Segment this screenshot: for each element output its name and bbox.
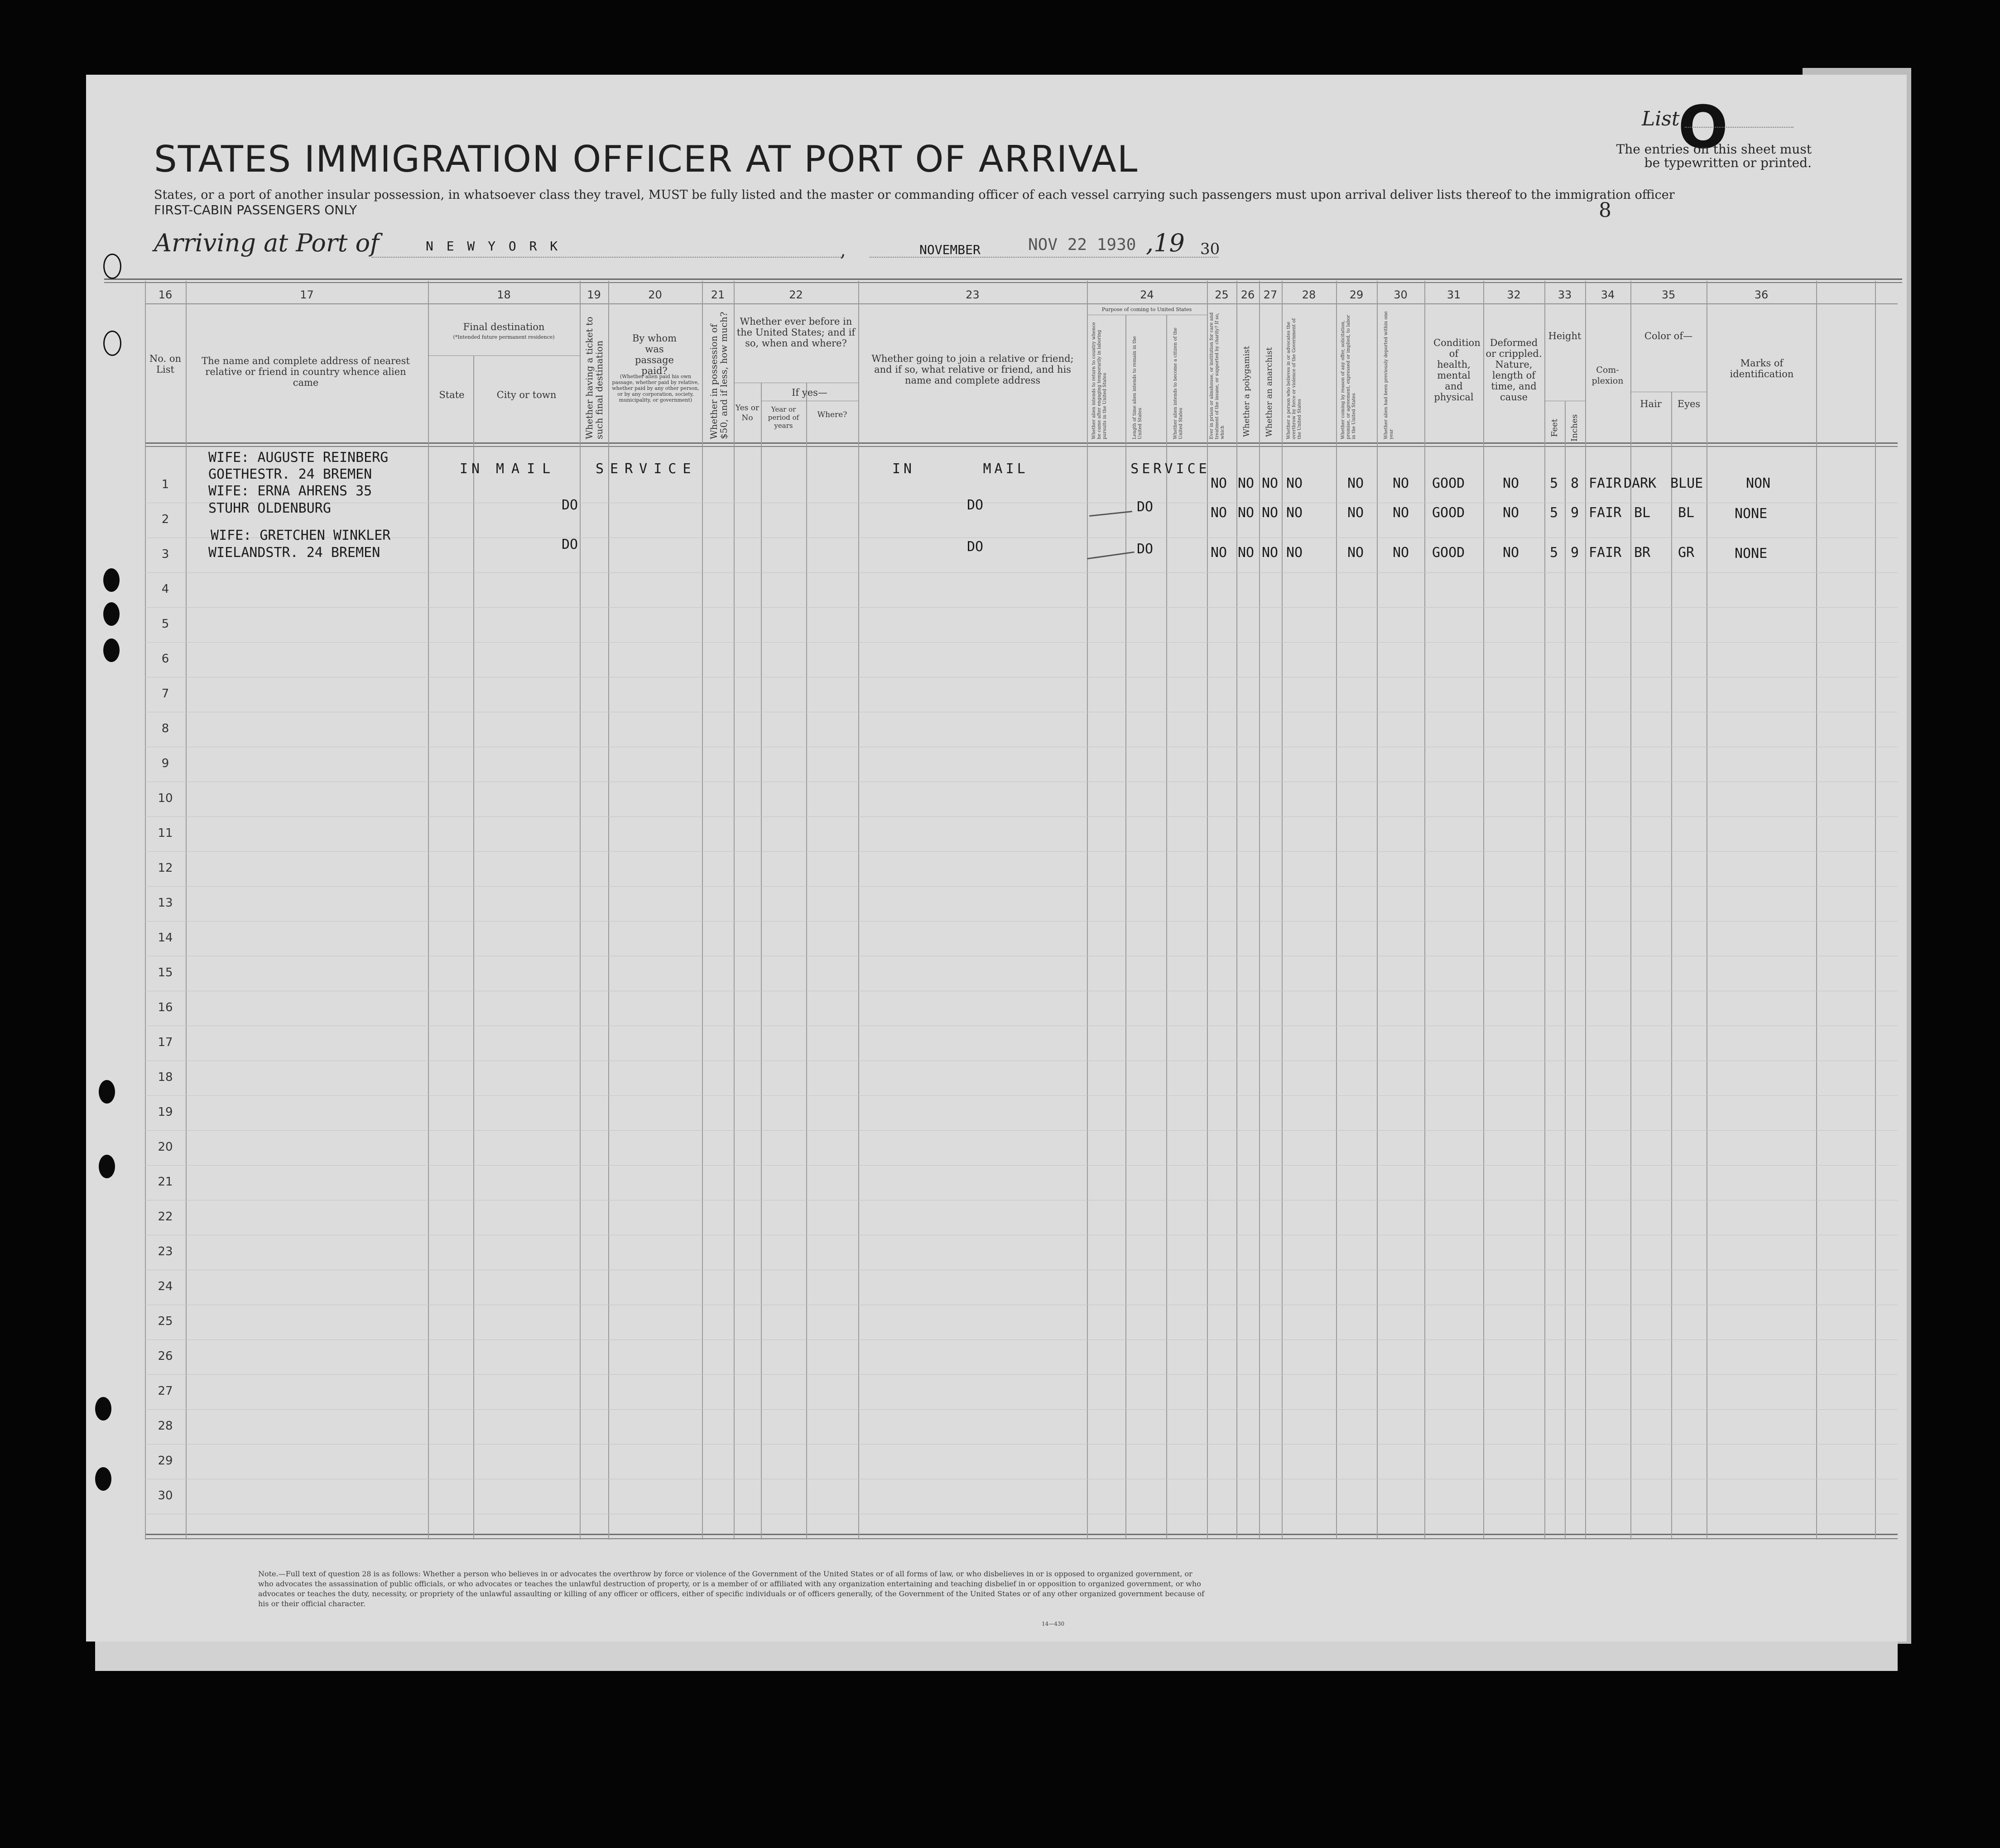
- row-number: 27: [158, 1384, 173, 1398]
- row-rule: [145, 1339, 1898, 1340]
- inches: 9: [1571, 505, 1579, 521]
- row-rule: [145, 851, 1898, 852]
- column-rule: [428, 281, 429, 1540]
- header-inches: Inches: [1570, 414, 1579, 442]
- column-rule: [702, 281, 703, 1540]
- header-ticket: Whether having a ticket to such final destination: [584, 317, 605, 439]
- row-number: 9: [161, 757, 169, 770]
- header-joining: Whether going to join a relative or friend; and if so, what relative or friend, and his name and complete address: [871, 353, 1074, 386]
- row-number: 13: [158, 896, 173, 910]
- row-number: 21: [158, 1175, 173, 1189]
- subheader-rule: [428, 355, 580, 356]
- passage-paid: SERVICE: [596, 461, 697, 477]
- binder-hole: [99, 1155, 115, 1178]
- row-number: 26: [158, 1349, 173, 1363]
- column-number: 29: [1349, 288, 1364, 301]
- column-rule: [186, 281, 187, 1540]
- relative-address: WIELANDSTR. 24 BREMEN: [208, 545, 380, 561]
- row-number: 4: [161, 582, 169, 596]
- health: GOOD: [1432, 475, 1465, 491]
- column-rule: [1236, 281, 1237, 1540]
- binder-hole: [103, 638, 120, 662]
- row-number: 29: [158, 1454, 173, 1468]
- row-number: 3: [161, 547, 169, 561]
- feet: 5: [1550, 505, 1558, 521]
- eyes: BLUE: [1670, 475, 1703, 491]
- c30: NO: [1393, 505, 1409, 521]
- column-rule: [761, 383, 762, 1540]
- header-health: Condition of health, mental and physical: [1433, 337, 1481, 403]
- header-nearest-relative: The name and complete address of nearest relative or friend in country whence alien came: [202, 355, 410, 388]
- header-complexion: Com-plexion: [1591, 365, 1624, 386]
- column-rule: [1544, 281, 1545, 1540]
- header-yes-no: Yes or No: [735, 403, 760, 422]
- form-number: 14—430: [1042, 1621, 1065, 1627]
- arriving-label: Arriving at Port of: [154, 229, 380, 257]
- header-fifty-dollars: Whether in possession of $50, and if less, how much?: [708, 312, 729, 439]
- column-number: 33: [1558, 288, 1572, 301]
- column-number: 30: [1394, 288, 1408, 301]
- column-number: 22: [789, 288, 803, 301]
- row-number: 19: [158, 1105, 173, 1119]
- sheet-number: 8: [1599, 199, 1611, 222]
- destination-state: IN: [460, 461, 484, 477]
- row-number: 16: [158, 1001, 173, 1014]
- list-label: List: [1642, 107, 1680, 130]
- row-number: 20: [158, 1140, 173, 1154]
- column-rule: [806, 383, 807, 1540]
- hair: BR: [1634, 545, 1651, 561]
- row-number: 18: [158, 1070, 173, 1084]
- header-height: Height: [1548, 331, 1582, 341]
- row-number: 25: [158, 1315, 173, 1328]
- binder-hole: [103, 568, 120, 592]
- eyes: BL: [1678, 505, 1695, 521]
- table-top-rule: [104, 278, 1902, 280]
- binder-hole: [103, 602, 120, 626]
- c29: NO: [1347, 545, 1364, 561]
- row-rule: [145, 1409, 1898, 1410]
- feet: 5: [1550, 475, 1558, 491]
- relative-name: WIFE: AUGUSTE REINBERG: [208, 450, 389, 466]
- header-hair: Hair: [1640, 398, 1662, 409]
- c27: NO: [1262, 505, 1279, 521]
- column-rule: [1424, 281, 1425, 1540]
- column-rule: [1671, 392, 1672, 1540]
- header-length-of-stay: Length of time alien intends to remain in the United States: [1132, 336, 1143, 439]
- header-citizen: Whether alien intends to become a citizen of the United States: [1173, 327, 1183, 439]
- header-purpose: Purpose of coming to United States: [1101, 307, 1192, 312]
- header-bottom-rule: [145, 446, 1898, 447]
- header-passage-paid-note: (Whether alien paid his own passage, whether paid by relative, whether paid by any other person, or by any corporation, society, municipality, or government): [612, 374, 699, 403]
- row-rule: [145, 921, 1898, 922]
- binder-hole: [103, 331, 121, 356]
- column-rule: [858, 281, 859, 1540]
- binder-hole: [95, 1397, 111, 1421]
- column-rule: [1259, 281, 1260, 1540]
- column-number: 16: [158, 288, 173, 301]
- destination-city: DO: [562, 537, 578, 552]
- c26: NO: [1238, 505, 1255, 521]
- list-mark: O: [1678, 93, 1728, 162]
- complexion: FAIR: [1589, 545, 1622, 561]
- marks: NONE: [1735, 506, 1768, 522]
- joining: DO: [967, 497, 984, 513]
- header-no-on-list: No. on List: [149, 353, 182, 375]
- relative-name: WIFE: ERNA AHRENS 35: [208, 483, 372, 499]
- marks: NONE: [1735, 546, 1768, 562]
- port-underline: [371, 257, 842, 258]
- row-number: 7: [161, 687, 169, 701]
- header-final-destination: Final destination: [463, 322, 545, 332]
- column-rule: [473, 355, 474, 1540]
- column-rule: [1875, 281, 1876, 1540]
- relative-address: STUHR OLDENBURG: [208, 500, 331, 516]
- row-number: 6: [161, 652, 169, 666]
- row-rule: [145, 572, 1898, 573]
- header-passage-paid: By whom was passage paid?: [632, 333, 677, 376]
- joining: IN MAIL SERVICE: [892, 461, 1210, 477]
- c28: NO: [1286, 545, 1303, 561]
- row-rule: [145, 642, 1898, 643]
- column-rule: [1166, 315, 1167, 1540]
- hair: DARK: [1624, 475, 1657, 491]
- row-number: 22: [158, 1210, 173, 1224]
- destination-city: DO: [562, 497, 578, 513]
- year-suffix: 30: [1200, 240, 1220, 258]
- table-top-rule: [104, 282, 1902, 283]
- header-city: City or town: [496, 389, 557, 400]
- column-number: 27: [1263, 288, 1278, 301]
- header-marks: Marks of identification: [1730, 358, 1794, 379]
- header-years: Year or period of years: [768, 405, 799, 430]
- column-number: 20: [648, 288, 662, 301]
- column-number: 32: [1507, 288, 1521, 301]
- header-feet: Feet: [1550, 418, 1559, 437]
- header-anarchist: Whether an anarchist: [1264, 347, 1274, 437]
- column-number: 19: [587, 288, 601, 301]
- column-rule: [1585, 281, 1586, 1540]
- c27: NO: [1262, 475, 1279, 491]
- manifest-sheet: [86, 75, 1907, 1642]
- column-rule: [1125, 315, 1126, 1540]
- header-state: State: [439, 389, 465, 400]
- column-rule: [1816, 281, 1817, 1540]
- column-rule: [1377, 281, 1378, 1540]
- length-of-stay: DO: [1137, 499, 1154, 515]
- row-number: 12: [158, 861, 173, 875]
- row-rule: [145, 1130, 1898, 1131]
- column-number: 21: [711, 288, 725, 301]
- c25: NO: [1211, 505, 1227, 521]
- row-number: 30: [158, 1489, 173, 1502]
- row-number: 8: [161, 722, 169, 735]
- deformed: NO: [1503, 505, 1519, 521]
- binder-hole: [95, 1467, 111, 1491]
- column-rule: [1483, 281, 1484, 1540]
- header-ever-before: Whether ever before in the United States; and if so, when and where?: [736, 316, 856, 349]
- header-bottom-rule: [145, 442, 1898, 444]
- length-of-stay: DO: [1137, 541, 1154, 557]
- page-title: STATES IMMIGRATION OFFICER AT PORT OF ARRIVAL: [154, 138, 1139, 180]
- header-polygamist: Whether a polygamist: [1242, 346, 1251, 437]
- row-rule: [145, 607, 1898, 608]
- row-number: 24: [158, 1280, 173, 1293]
- complexion: FAIR: [1589, 475, 1622, 491]
- joining: DO: [967, 539, 984, 555]
- row-number: 17: [158, 1036, 173, 1049]
- row-number: 11: [158, 826, 173, 840]
- column-rule: [580, 281, 581, 1540]
- first-cabin-label: FIRST-CABIN PASSENGERS ONLY: [154, 202, 357, 217]
- row-number: 2: [161, 513, 169, 526]
- complexion: FAIR: [1589, 505, 1622, 521]
- binder-hole: [99, 1080, 115, 1104]
- column-rule: [1565, 401, 1566, 1540]
- date-stamp: NOV 22 1930: [1028, 235, 1136, 254]
- row-number: 28: [158, 1419, 173, 1433]
- c29: NO: [1347, 505, 1364, 521]
- column-number: 23: [966, 288, 980, 301]
- list-underline: [1685, 127, 1793, 128]
- header-prison: Ever in prison or almshouse, or institution for care and treatment of the insane, or supported by charity? If so, which: [1209, 312, 1225, 439]
- c26: NO: [1238, 475, 1255, 491]
- c26: NO: [1238, 545, 1255, 561]
- c28: NO: [1286, 475, 1303, 491]
- destination-city: MAIL: [496, 461, 558, 477]
- relative-address: GOETHESTR. 24 BREMEN: [208, 466, 372, 482]
- table-bottom-rule: [145, 1534, 1898, 1535]
- health: GOOD: [1432, 545, 1465, 561]
- row-number: 10: [158, 792, 173, 805]
- row-rule: [145, 1444, 1898, 1445]
- column-number: 25: [1215, 288, 1229, 301]
- c25: NO: [1211, 545, 1227, 561]
- deformed: NO: [1503, 475, 1519, 491]
- row-number: 1: [161, 478, 169, 491]
- column-number: 34: [1601, 288, 1615, 301]
- inches: 8: [1571, 475, 1579, 491]
- row-rule: [145, 1095, 1898, 1096]
- header-eyes: Eyes: [1677, 398, 1701, 409]
- c30: NO: [1393, 475, 1409, 491]
- row-number: 5: [161, 617, 169, 631]
- row-rule: [145, 1374, 1898, 1375]
- row-rule: [145, 886, 1898, 887]
- table-bottom-rule: [145, 1538, 1898, 1539]
- footer-note: Note.—Full text of question 28 is as follows: Whether a person who believes in or advocates the overthrow by force or violence of the Government of the United States or of all forms of law, or who disbelieves in or is opposed to organized government, or who advocates the assassination of public officials, or who advocates or teaches the unlawful destruction of property, or is a member of or affiliated with any organization entertaining and teaching disbelief in or opposition to organized government, or who advocates or teaches the duty, necessity, or propriety of the unlawful assaulting or killing of any officer or officers, either of specific individuals or of officers generally, of the Government of the United States or of any other organized government because of his or their official character.: [258, 1570, 1205, 1608]
- eyes: GR: [1678, 545, 1695, 561]
- column-number: 36: [1754, 288, 1769, 301]
- hair: BL: [1634, 505, 1651, 521]
- column-number: 28: [1302, 288, 1316, 301]
- c27: NO: [1262, 545, 1279, 561]
- health: GOOD: [1432, 505, 1465, 521]
- row-rule: [145, 1165, 1898, 1166]
- relative-name: WIFE: GRETCHEN WINKLER: [211, 528, 391, 543]
- c25: NO: [1211, 475, 1227, 491]
- month-value: NOVEMBER: [919, 242, 981, 257]
- column-rule: [734, 281, 735, 1540]
- c29: NO: [1347, 475, 1364, 491]
- c28: NO: [1286, 505, 1303, 521]
- header-color-of: Color of—: [1644, 331, 1693, 341]
- column-number: 24: [1140, 288, 1154, 301]
- row-rule: [145, 816, 1898, 817]
- column-number: 17: [300, 288, 314, 301]
- column-rule: [145, 281, 146, 1540]
- ditto-stroke: [1087, 552, 1134, 560]
- column-number-rule: [145, 303, 1898, 304]
- row-number: 23: [158, 1245, 173, 1258]
- column-number: 35: [1661, 288, 1676, 301]
- row-number: 15: [158, 966, 173, 979]
- inches: 9: [1571, 545, 1579, 561]
- instruction-line: States, or a port of another insular possession, in whatsoever class they travel, MUST be fully listed and the master or commanding officer of each vessel carrying such passengers must upon arrival deliver lists thereof to the immigration officer: [154, 188, 1675, 202]
- port-value: N E W Y O R K: [426, 239, 561, 254]
- header-labor-offer: Whether coming by reason of any offer, solicitation, promise, or agreement, expressed or implied, to labor in the United States: [1341, 315, 1356, 439]
- column-number: 26: [1240, 288, 1255, 301]
- feet: 5: [1550, 545, 1558, 561]
- header-if-yes: If yes—: [792, 387, 827, 398]
- header-where: Where?: [817, 410, 847, 419]
- row-number: 14: [158, 931, 173, 945]
- header-final-destination-note: (*Intended future permanent residence): [453, 334, 555, 340]
- column-rule: [1630, 281, 1631, 1540]
- binder-hole: [103, 254, 121, 279]
- port-comma: ,: [840, 240, 846, 261]
- column-number: 31: [1447, 288, 1461, 301]
- column-rule: [1336, 281, 1337, 1540]
- header-overthrow: Whether a person who believes in or advocates the overthrow by force or violence of the Government of the United States: [1286, 318, 1302, 439]
- header-return: Whether alien intends to return to country whence he came after engaging temporarily in laboring pursuits in the United States: [1091, 322, 1107, 439]
- typewritten-note: The entries on this sheet must be typewritten or printed.: [1616, 142, 1812, 170]
- header-deported: Whether alien had been previously deported within one year: [1384, 311, 1394, 439]
- c30: NO: [1393, 545, 1409, 561]
- column-number: 18: [497, 288, 511, 301]
- year-prefix: ,19: [1146, 229, 1185, 257]
- deformed: NO: [1503, 545, 1519, 561]
- column-rule: [1282, 281, 1283, 1540]
- marks: NON: [1746, 475, 1771, 491]
- header-deformed: Deformed or crippled. Nature, length of time, and cause: [1486, 337, 1542, 403]
